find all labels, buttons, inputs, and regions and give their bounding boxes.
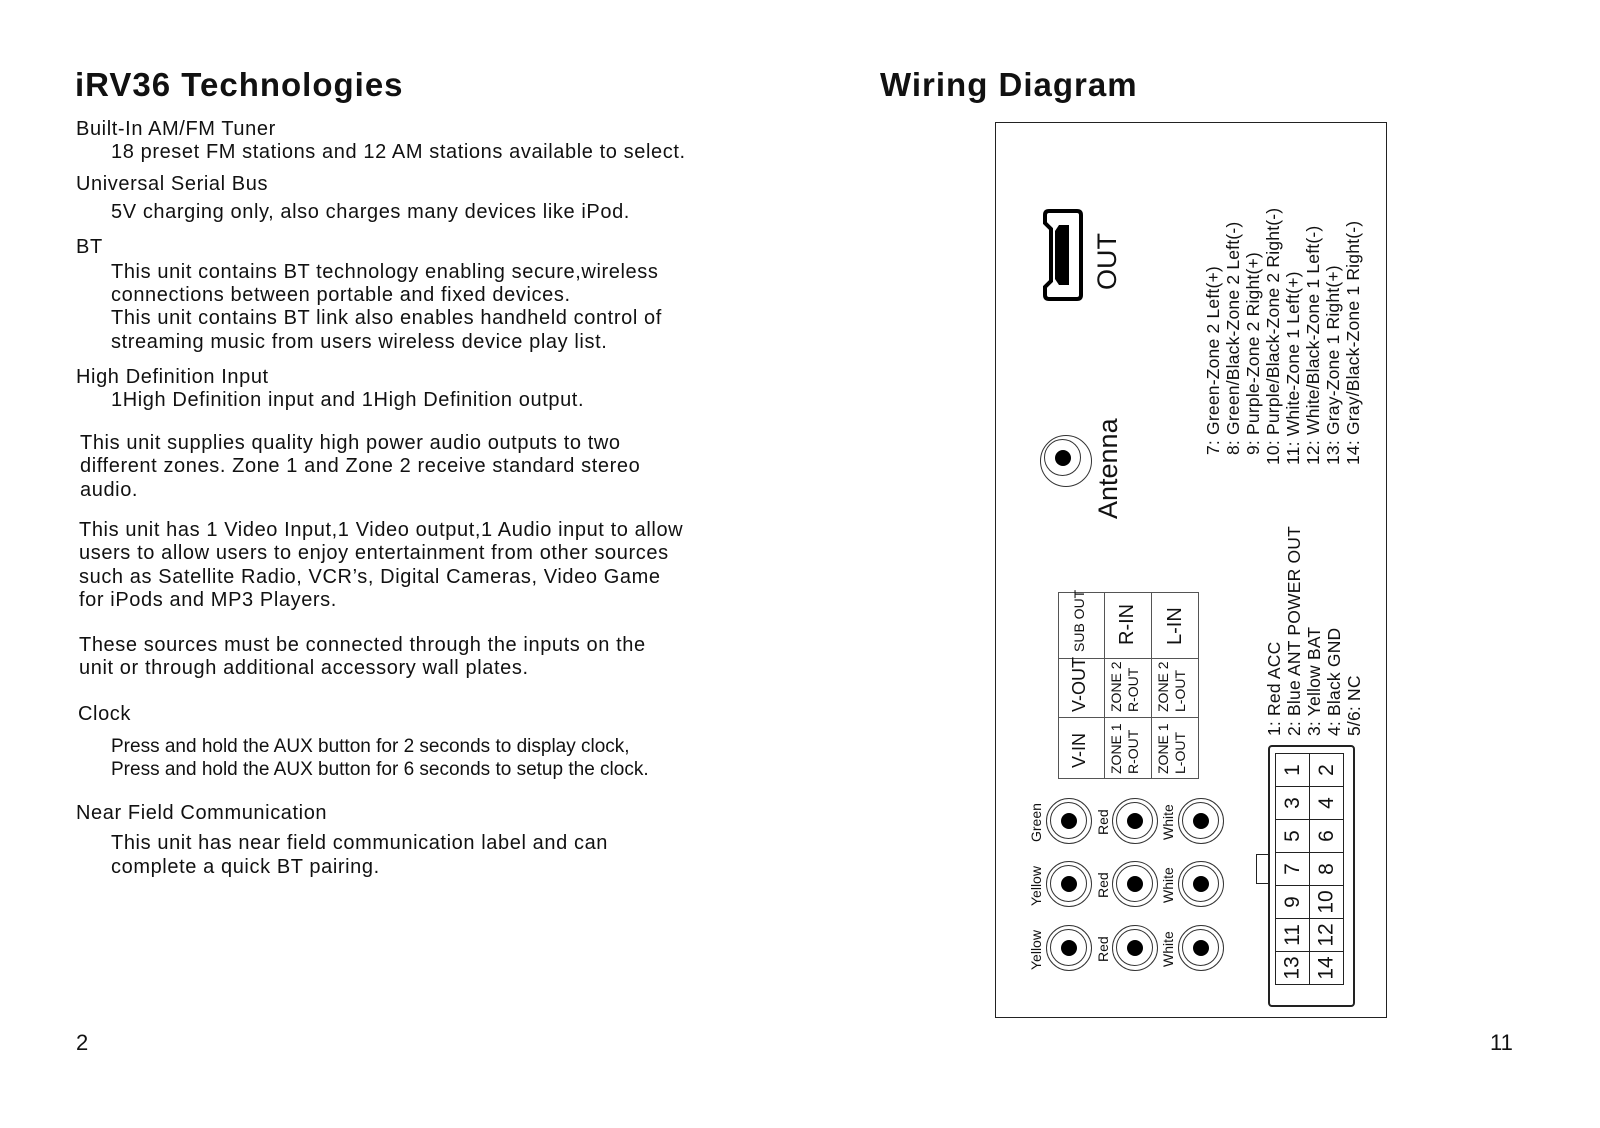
paragraph-video-3: such as Satellite Radio, VCR’s, Digital Cameras, Video Game (79, 566, 661, 588)
connector-pin-8: 8 (1309, 852, 1344, 886)
rca-label-v-in: V-IN (1069, 732, 1089, 768)
wire-label-4: 4: Black GND (1324, 627, 1344, 736)
paragraph-video-4: for iPods and MP3 Players. (79, 589, 337, 611)
rca-jack-icon (1112, 861, 1158, 907)
connector-pin-10: 10 (1309, 885, 1344, 919)
section-body-bt-3: This unit contains BT link also enables handheld control of (111, 307, 662, 329)
rca-label-zone2-l-out: ZONE 2 L-OUT (1155, 661, 1188, 712)
connector-pin-12: 12 (1309, 918, 1344, 952)
jack-label-green: Green (1028, 803, 1044, 842)
wire-label-2: 2: Blue ANT POWER OUT (1284, 525, 1304, 736)
rca-jack-icon (1178, 925, 1224, 971)
paragraph-zones-2: different zones. Zone 1 and Zone 2 receive standard stereo (80, 455, 641, 477)
paragraph-zones-1: This unit supplies quality high power audio outputs to two (80, 432, 621, 454)
page-number-left: 2 (76, 1030, 89, 1055)
section-body-usb: 5V charging only, also charges many devices like iPod. (111, 201, 630, 223)
section-body-bt-4: streaming music from users wireless device play list. (111, 331, 608, 353)
rca-jack-icon (1112, 798, 1158, 844)
paragraph-video-2: users to allow users to enjoy entertainment from other sources (79, 542, 669, 564)
antenna-jack-icon (1040, 435, 1092, 487)
rca-label-sub-out: SUB OUT (1071, 589, 1087, 652)
page-title-left: iRV36 Technologies (75, 66, 404, 103)
connector-pin-3: 3 (1275, 786, 1310, 820)
connector-pin-5: 5 (1275, 819, 1310, 853)
wire-label-5-6: 5/6: NC (1344, 675, 1364, 736)
connector-pin-9: 9 (1275, 885, 1310, 919)
rca-jack-icon (1046, 861, 1092, 907)
section-body-nfc-1: This unit has near field communication label and can (111, 832, 609, 854)
wire-label-1: 1: Red ACC (1264, 641, 1284, 736)
rca-label-zone2-r-out: ZONE 2 R-OUT (1108, 661, 1141, 712)
paragraph-zones-3: audio. (80, 479, 139, 501)
jack-label-yellow: Yellow (1028, 930, 1044, 970)
page-title-right: Wiring Diagram (880, 66, 1138, 103)
section-body-clock-1: Press and hold the AUX button for 2 seconds to display clock, (111, 736, 630, 757)
wire-label-14: 14: Gray/Black-Zone 1 Right(-) (1343, 220, 1363, 465)
connector-pin-4: 4 (1309, 786, 1344, 820)
rca-jack-icon (1178, 798, 1224, 844)
paragraph-video-1: This unit has 1 Video Input,1 Video output,1 Audio input to allow (79, 519, 684, 541)
section-heading-tuner: Built-In AM/FM Tuner (76, 118, 276, 140)
jack-label-red: Red (1095, 872, 1111, 898)
wire-label-13: 13: Gray-Zone 1 Right(+) (1323, 265, 1343, 465)
page-number-right: 11 (1490, 1030, 1513, 1055)
connector-latch-icon (1256, 854, 1269, 884)
rca-label-zone1-l-out: ZONE 1 L-OUT (1155, 723, 1188, 774)
section-body-tuner: 18 preset FM stations and 12 AM stations available to select. (111, 141, 686, 163)
paragraph-sources-1: These sources must be connected through the inputs on the (79, 634, 646, 656)
jack-label-yellow: Yellow (1028, 866, 1044, 906)
rca-label-v-out: V-OUT (1069, 656, 1089, 712)
section-heading-usb: Universal Serial Bus (76, 173, 269, 195)
connector-pin-1: 1 (1275, 753, 1310, 787)
rca-label-r-in: R-IN (1116, 603, 1138, 645)
connector-pin-11: 11 (1275, 918, 1310, 952)
section-body-clock-2: Press and hold the AUX button for 6 seconds to setup the clock. (111, 759, 649, 780)
jack-label-white: White (1160, 931, 1176, 967)
connector-pin-14: 14 (1309, 951, 1344, 985)
rca-label-l-in: L-IN (1164, 607, 1186, 645)
wire-label-9: 9: Purple-Zone 2 Right(+) (1243, 252, 1263, 455)
hdmi-port-icon (1043, 207, 1083, 303)
connector-pin-2: 2 (1309, 753, 1344, 787)
connector-pin-7: 7 (1275, 852, 1310, 886)
wire-label-3: 3: Yellow BAT (1304, 626, 1324, 736)
hdmi-out-label: OUT (1092, 233, 1122, 290)
rca-jack-icon (1046, 925, 1092, 971)
section-body-hd: 1High Definition input and 1High Definition output. (111, 389, 585, 411)
rca-jack-icon (1046, 798, 1092, 844)
wire-label-12: 12: White/Black-Zone 1 Left(-) (1303, 225, 1323, 465)
section-body-bt-1: This unit contains BT technology enabling secure,wireless (111, 261, 659, 283)
section-heading-clock: Clock (78, 703, 132, 725)
paragraph-sources-2: unit or through additional accessory wall plates. (79, 657, 529, 679)
antenna-label: Antenna (1093, 418, 1123, 519)
jack-label-red: Red (1095, 809, 1111, 835)
wire-label-7: 7: Green-Zone 2 Left(+) (1203, 266, 1223, 455)
rca-jack-icon (1178, 861, 1224, 907)
rca-jack-icon (1112, 925, 1158, 971)
wire-label-10: 10: Purple/Black-Zone 2 Right(-) (1263, 207, 1283, 465)
rca-label-zone1-r-out: ZONE 1 R-OUT (1108, 723, 1141, 774)
section-body-bt-2: connections between portable and fixed devices. (111, 284, 571, 306)
connector-pin-13: 13 (1275, 951, 1310, 985)
section-heading-nfc: Near Field Communication (76, 802, 328, 824)
section-heading-hd: High Definition Input (76, 366, 269, 388)
jack-label-white: White (1160, 867, 1176, 903)
connector-pin-6: 6 (1309, 819, 1344, 853)
jack-label-red: Red (1095, 936, 1111, 962)
wire-label-8: 8: Green/Black-Zone 2 Left(-) (1223, 221, 1243, 455)
section-heading-bt: BT (76, 236, 103, 258)
jack-label-white: White (1160, 804, 1176, 840)
section-body-nfc-2: complete a quick BT pairing. (111, 856, 380, 878)
wire-label-11: 11: White-Zone 1 Left(+) (1283, 271, 1303, 465)
